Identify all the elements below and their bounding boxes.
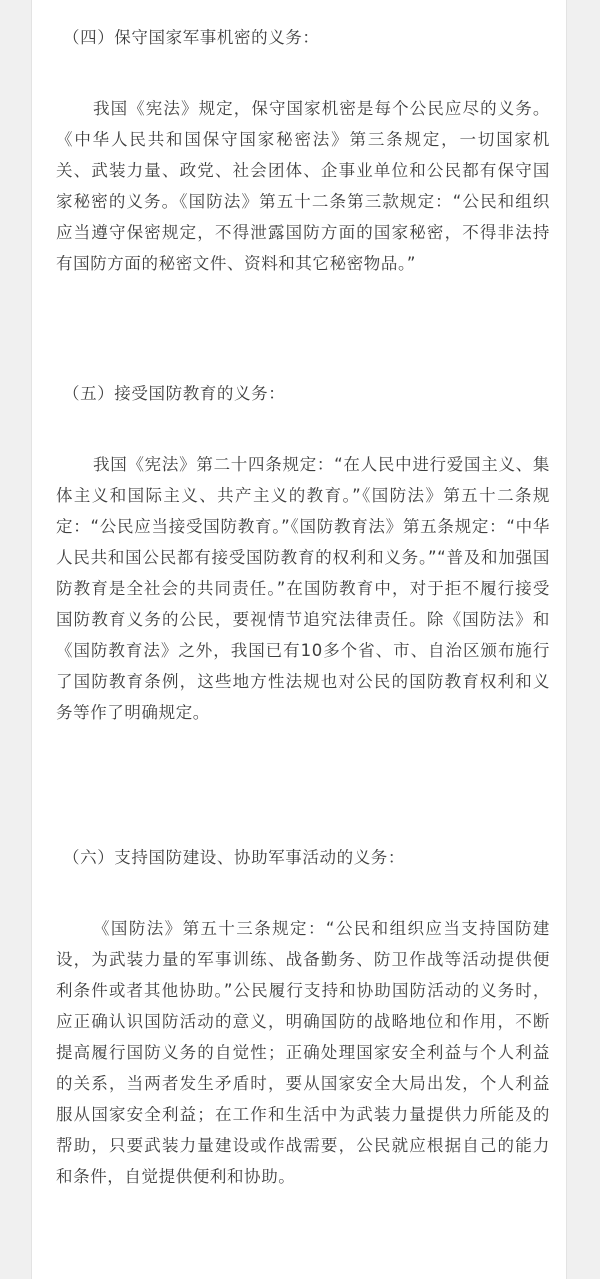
section-heading-4: （四）保守国家军事机密的义务：	[63, 28, 320, 47]
section-body-4: 我国《宪法》规定，保守国家机密是每个公民应尽的义务。《中华人民共和国保守国家秘密法》第三条规定，一切国家机关、武装力量、政党、社会团体、企事业单位和公民都有保守国家秘密的义务。《国防法》第五十二条第三款规定：“公民和组织应当遵守保密规定，不得泄露国防方面的国家秘密，不得非法持有国防方面的秘密文件、资料和其它秘密物品。”	[56, 99, 550, 273]
section-body-5: 我国《宪法》第二十四条规定：“在人民中进行爱国主义、集体主义和国际主义、共产主义的教育。”《国防法》第五十二条规定：“公民应当接受国防教育。”《国防教育法》第五条规定：“中华人民共和国公民都有接受国防教育的权利和义务。”“普及和加强国防教育是全社会的共同责任。”在国防教育中，对于拒不履行接受国防教育义务的公民，要视情节追究法律责任。除《国防法》和《国防教育法》之外，我国已有10多个省、市、自治区颁布施行了国防教育条例，这些地方性法规也对公民的国防教育权利和义务等作了明确规定。	[56, 455, 550, 722]
section-heading-6: （六）支持国防建设、协助军事活动的义务：	[63, 848, 405, 867]
section-body-6: 《国防法》第五十三条规定：“公民和组织应当支持国防建设，为武装力量的军事训练、战备勤务、防卫作战等活动提供便利条件或者其他协助。”公民履行支持和协助国防活动的义务时，应正确认识国防活动的意义，明确国防的战略地位和作用，不断提高履行国防义务的自觉性；正确处理国家安全利益与个人利益的关系，当两者发生矛盾时，要从国家安全大局出发，个人利益服从国家安全利益；在工作和生活中为武装力量提供力所能及的帮助，只要武装力量建设或作战需要，公民就应根据自己的能力和条件，自觉提供便利和协助。	[56, 919, 550, 1186]
section-heading-5: （五）接受国防教育的义务：	[63, 384, 286, 403]
